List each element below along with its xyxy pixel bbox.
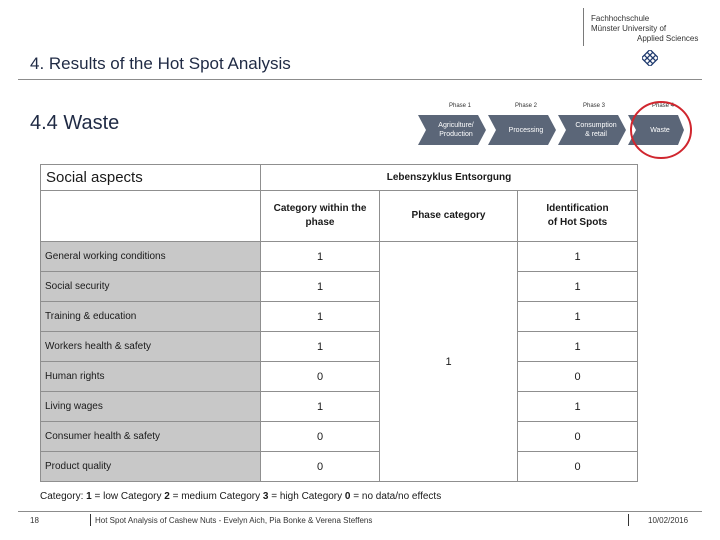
table-header-row-1: [41, 165, 638, 191]
phase-category-value: 1: [380, 242, 518, 482]
row-label: Consumer health & safety: [41, 422, 261, 452]
hotspot-value: 1: [518, 332, 638, 362]
highlight-circle-icon: [628, 100, 694, 162]
category-value: 0: [261, 362, 380, 392]
category-value: 0: [261, 452, 380, 482]
column-header-hotspot: Identification of Hot Spots: [518, 191, 638, 242]
row-label: Workers health & safety: [41, 332, 261, 362]
category-legend: Category: 1 = low Category 2 = medium Category 3 = high Category 0 = no data/no effects: [40, 491, 442, 502]
phase-box-3: Consumption & retail: [575, 122, 617, 138]
phase-box-2: Processing: [508, 126, 544, 134]
row-label: General working conditions: [41, 242, 261, 272]
lifecycle-header: Lebenszyklus Entsorgung: [261, 165, 638, 191]
institution-line-1: Fachhochschule: [591, 14, 650, 23]
hotspot-value: 1: [518, 272, 638, 302]
category-value: 1: [261, 332, 380, 362]
category-value: 1: [261, 392, 380, 422]
table-row: [41, 362, 638, 392]
table-row: [41, 422, 638, 452]
hotspot-value: 1: [518, 392, 638, 422]
phase-label-4: Phase 4: [651, 103, 675, 109]
footer-date: 10/02/2016: [648, 516, 689, 525]
row-label: Training & education: [41, 302, 261, 332]
footer-text: Hot Spot Analysis of Cashew Nuts - Evelyn Aich, Pia Bonke & Verena Steffens: [95, 516, 373, 525]
hotspot-value: 1: [518, 242, 638, 272]
phase-label-3: Phase 3: [582, 103, 606, 109]
table-row: [41, 302, 638, 332]
table-row: [41, 242, 638, 272]
phase-box-4: Waste: [650, 126, 670, 134]
column-header-category: Category within the phase: [261, 191, 380, 242]
row-label: Social security: [41, 272, 261, 302]
hotspot-value: 0: [518, 452, 638, 482]
section-title: 4.4 Waste: [30, 112, 120, 134]
footer-divider: [18, 511, 702, 512]
footer-separator: [628, 514, 629, 526]
page-title: 4. Results of the Hot Spot Analysis: [30, 54, 291, 73]
social-aspects-table: [40, 164, 638, 482]
phase-diagram: [0, 0, 720, 160]
table-corner-label: Social aspects: [41, 165, 261, 191]
row-label: Human rights: [41, 362, 261, 392]
institution-line-2: Münster University of: [591, 24, 667, 33]
table-header-row-2: [41, 191, 638, 242]
hotspot-value: 0: [518, 362, 638, 392]
column-header-phase-category: Phase category: [380, 191, 518, 242]
institution-line-3: Applied Sciences: [637, 34, 699, 43]
table-row: [41, 332, 638, 362]
category-value: 1: [261, 302, 380, 332]
row-label: Product quality: [41, 452, 261, 482]
hotspot-value: 1: [518, 302, 638, 332]
table-row: [41, 272, 638, 302]
phase-label-1: Phase 1: [448, 103, 472, 109]
empty-header-cell: [41, 191, 261, 242]
footer-separator: [90, 514, 91, 526]
page-number: 18: [30, 516, 39, 525]
category-value: 1: [261, 242, 380, 272]
category-value: 0: [261, 422, 380, 452]
table-row: [41, 452, 638, 482]
phase-label-2: Phase 2: [514, 103, 538, 109]
table-body: [41, 242, 638, 482]
hotspot-value: 0: [518, 422, 638, 452]
phase-box-1: Agriculture/ Production: [438, 122, 474, 138]
category-value: 1: [261, 272, 380, 302]
row-label: Living wages: [41, 392, 261, 422]
table-row: [41, 392, 638, 422]
